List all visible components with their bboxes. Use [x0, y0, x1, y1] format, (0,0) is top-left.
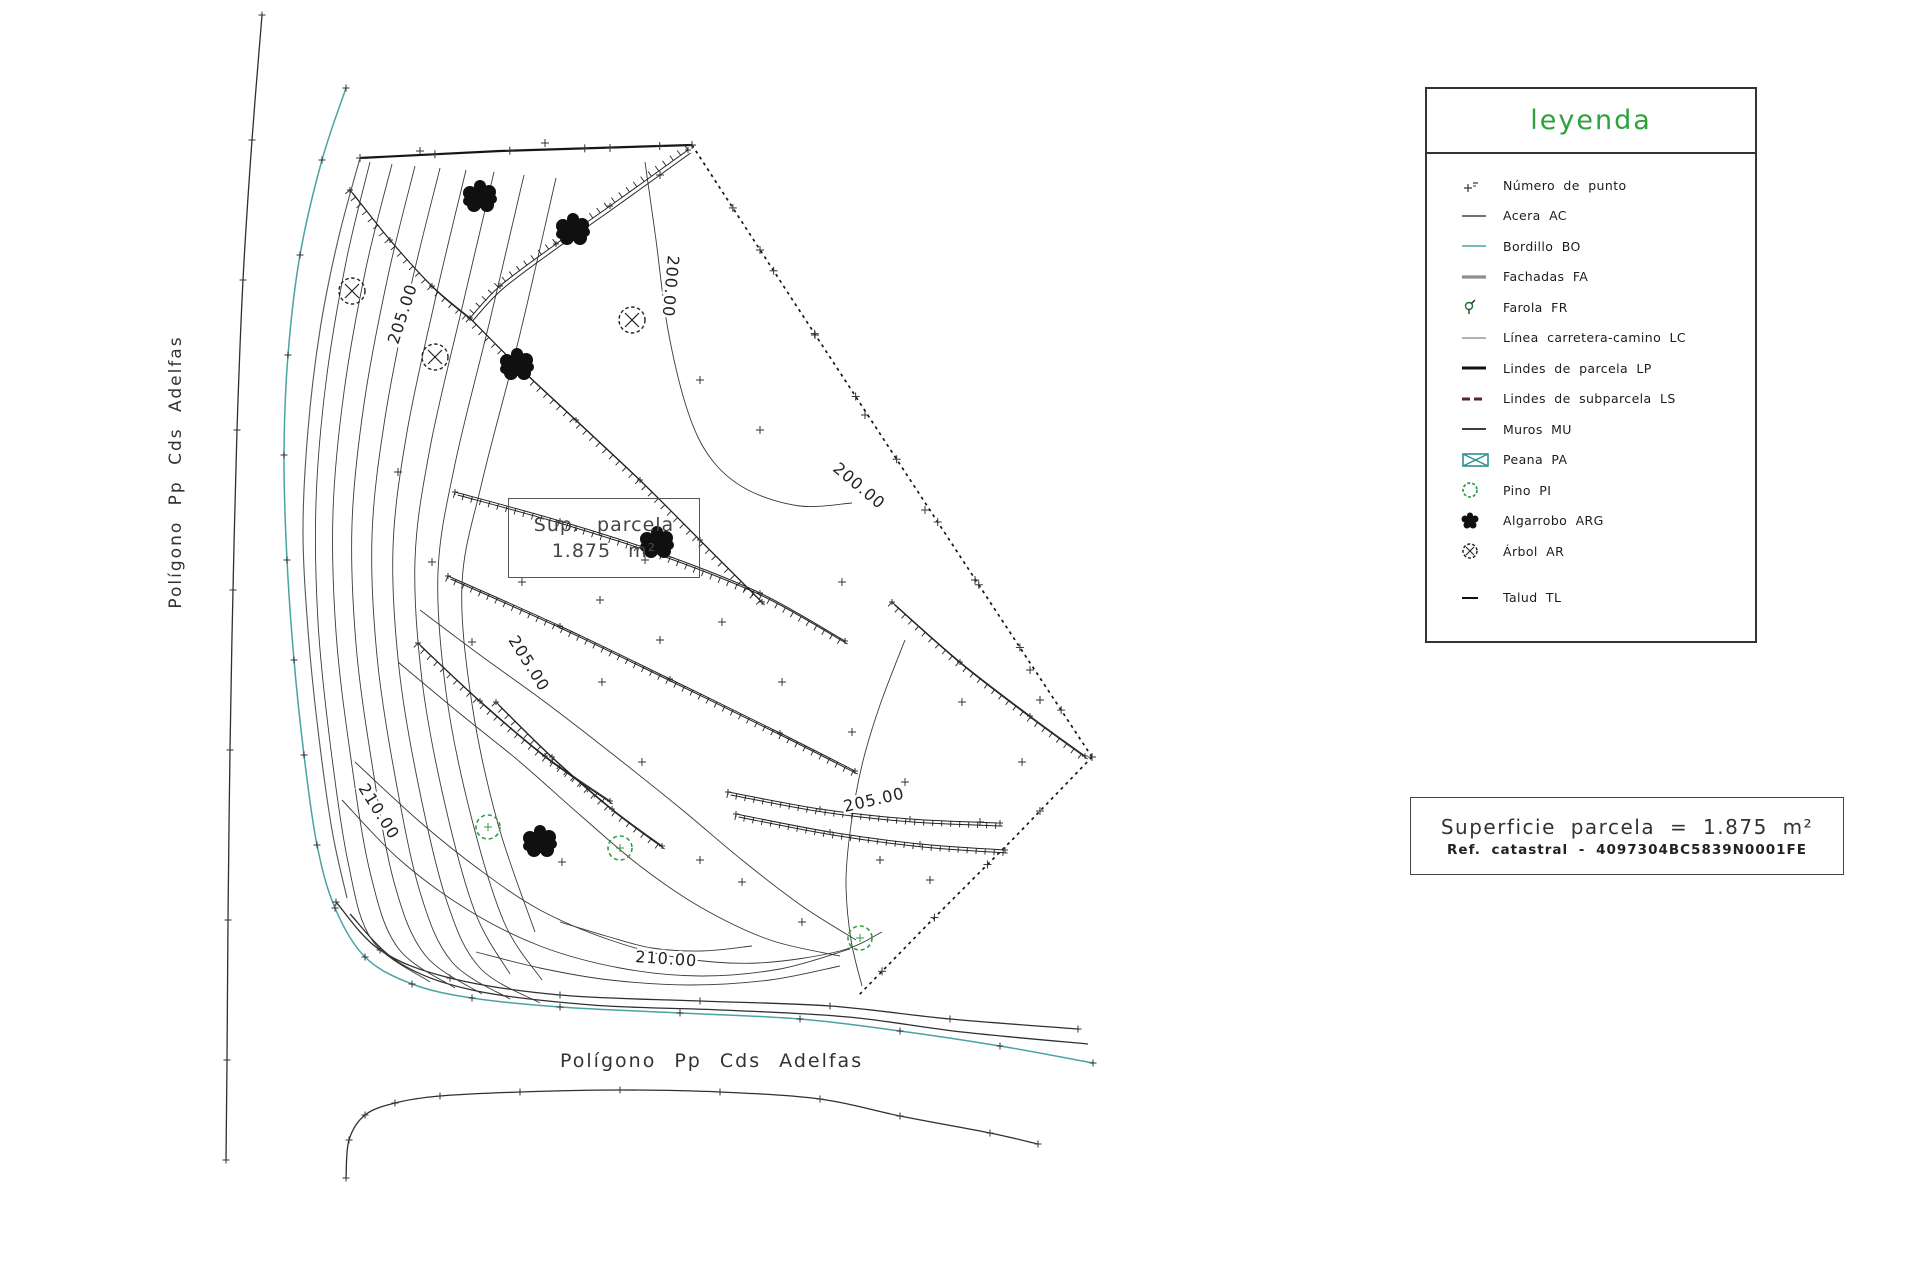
pino-icon — [1459, 481, 1495, 499]
legend-item-pino — [1459, 479, 1755, 501]
talud-icon — [1459, 589, 1495, 607]
elevation-label: 210.00 — [354, 780, 404, 843]
left-road — [226, 15, 262, 1160]
contour-m3 — [398, 662, 840, 956]
legend-panel — [1425, 87, 1757, 643]
surface-parcel-value: Superficie parcela = 1.875 m² — [1440, 814, 1814, 839]
talud-6-offset — [421, 646, 613, 804]
arbol-tree-icon — [422, 344, 448, 370]
contour-m6 — [560, 922, 752, 951]
algarrobo-tree-icon — [556, 213, 590, 245]
legend-item-muros — [1459, 418, 1755, 440]
line-acera-icon — [1459, 207, 1495, 225]
legend-item-label: Lindes de subparcela LS — [1503, 391, 1676, 406]
parcel-area-title: Sup. parcela — [533, 514, 675, 536]
legend-item-label: Árbol AR — [1503, 543, 1565, 559]
road-bottom-2 — [350, 914, 1088, 1044]
legend-item-label: Acera AC — [1503, 208, 1567, 223]
pino-tree-icon — [476, 815, 500, 839]
talud-9 — [736, 814, 1005, 850]
parcel-area-box — [508, 498, 700, 578]
contour-m5 — [342, 800, 850, 976]
legend-item-subparcela — [1459, 388, 1755, 410]
talud-lines — [345, 145, 1088, 856]
talud-7-offset — [499, 705, 665, 849]
legend-title: leyenda — [1427, 89, 1755, 154]
legend-item-label: Lindes de parcela LP — [1503, 360, 1652, 376]
legend-item-label: Talud TL — [1503, 590, 1562, 605]
legend-item-acera — [1459, 205, 1755, 227]
legend-item-label: Fachadas FA — [1503, 269, 1589, 284]
parcel-top — [360, 145, 692, 158]
legend-item-carretera — [1459, 327, 1755, 349]
street-label-left: Polígono Pp Cds Adelfas — [166, 335, 186, 609]
arbol-icon — [1459, 542, 1495, 560]
surface-info-box — [1410, 797, 1844, 875]
contour-r1 — [645, 162, 852, 507]
legend-item-parcela — [1459, 357, 1755, 379]
legend-item-label: Número de punto — [1503, 177, 1627, 193]
legend-item-peana — [1459, 449, 1755, 471]
talud-10 — [892, 602, 1085, 756]
line-fachadas-icon — [1459, 268, 1495, 286]
elevation-label: 205.00 — [383, 281, 421, 347]
road-arc-south — [346, 1090, 1038, 1178]
pino-tree-icon — [848, 926, 872, 950]
elevation-label: 200.00 — [829, 458, 890, 513]
plan-lines — [223, 12, 1097, 1182]
legend-item-arbol — [1459, 540, 1755, 562]
farola-icon — [1459, 298, 1495, 316]
point-number-icon — [1459, 176, 1495, 194]
survey-points — [394, 139, 1044, 926]
parcel-right — [692, 145, 1092, 757]
talud-10-offset — [895, 605, 1088, 759]
legend-item-fachadas — [1459, 266, 1755, 288]
legend-item-talud — [1459, 587, 1755, 609]
legend-item-label: Pino PI — [1503, 482, 1552, 498]
elevation-label: 200.00 — [658, 254, 683, 319]
legend-item-label: Bordillo BO — [1503, 238, 1581, 254]
arbol-tree-icon — [619, 307, 645, 333]
algarrobo-tree-icon — [463, 180, 497, 212]
cadastral-reference: Ref. catastral - 4097304BC5839N0001FE — [1447, 841, 1807, 858]
legend-item-label: Peana PA — [1503, 452, 1568, 467]
legend-item-farola — [1459, 296, 1755, 318]
legend-item-label: Farola FR — [1503, 299, 1568, 315]
parcel-area-value: 1.875 m² — [551, 540, 657, 562]
legend-item-bordillo — [1459, 235, 1755, 257]
legend-item-label: Línea carretera-camino LC — [1503, 330, 1687, 345]
line-parcela-icon — [1459, 359, 1495, 377]
legend-item-label: Muros MU — [1503, 421, 1572, 437]
contour-labels — [355, 255, 907, 971]
legend-item-numero-punto — [1459, 174, 1755, 196]
elevation-label: 205.00 — [841, 783, 907, 816]
elevation-label: 210.00 — [634, 947, 698, 971]
elevation-label: 205.00 — [504, 632, 554, 695]
pino-tree-icon — [608, 836, 632, 860]
line-subparcela-icon — [1459, 390, 1495, 408]
algarrobo-tree-icon — [523, 825, 557, 857]
street-label-bottom: Polígono Pp Cds Adelfas — [560, 1050, 864, 1072]
legend-item-label: Algarrobo ARG — [1503, 513, 1604, 528]
line-muros-icon — [1459, 420, 1495, 438]
legend-item-algarrobo — [1459, 510, 1755, 532]
line-bordillo-icon — [1459, 237, 1495, 255]
algarrobo-icon — [1459, 512, 1495, 530]
legend-items — [1427, 154, 1755, 609]
line-carretera-icon — [1459, 329, 1495, 347]
peana-icon — [1459, 451, 1495, 469]
